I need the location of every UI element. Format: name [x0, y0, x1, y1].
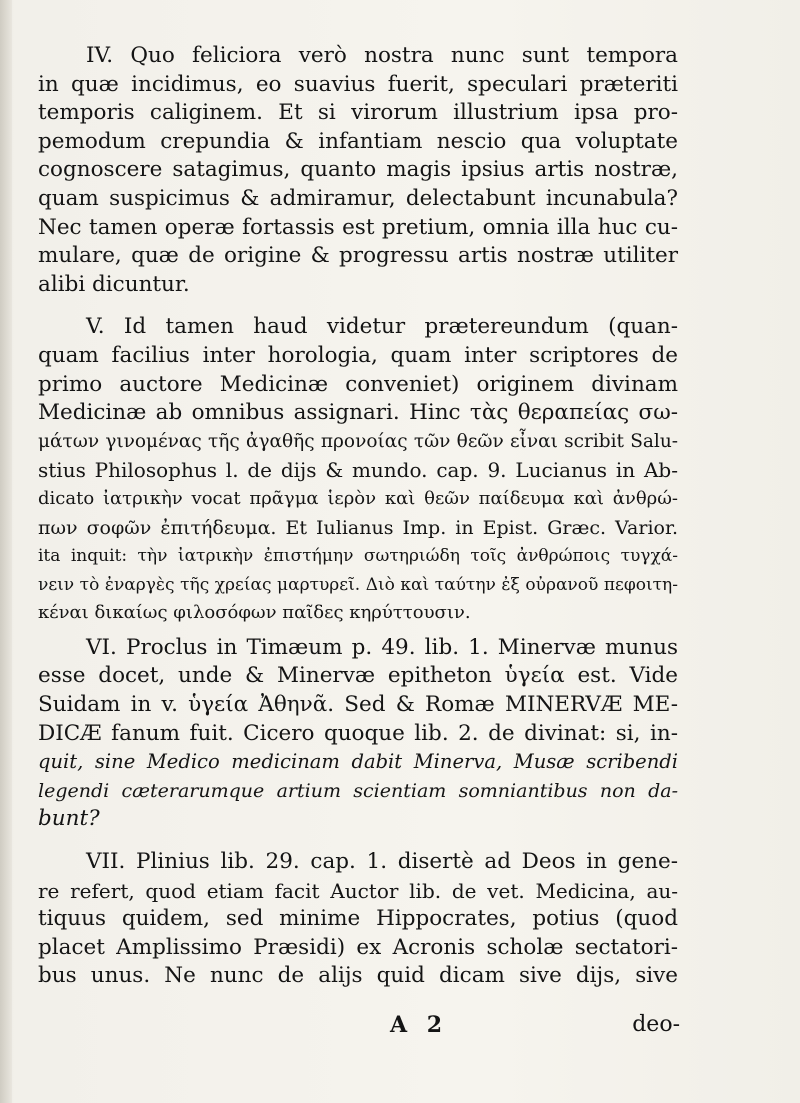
text-line: κέναι δικαίως φιλοσόφων παῖδες κηρύττουσιν.	[38, 602, 471, 624]
text-line: VII. Plinius lib. 29. cap. 1. disertè ad Deos in gene-	[86, 849, 678, 875]
paragraph-iv	[38, 42, 678, 299]
text-line: re refert, quod etiam facit Auctor lib. de vet. Medicina, au-	[38, 878, 678, 903]
paragraph-vi	[38, 634, 678, 834]
page-gutter-shadow	[0, 0, 12, 1103]
text-line: legendi cæterarumque artium scientiam somniantibus non da-	[38, 779, 678, 802]
text-line: placet Amplissimo Præsidi) ex Acronis scholæ sectatori-	[38, 934, 678, 960]
text-line: dicato ἰατρικὴν vocat πρᾶγμα ἱερὸν καὶ θεῶν παίδευμα καὶ ἀνθρώ-	[38, 487, 678, 509]
text-line: pemodum crepundia & infantiam nescio qua voluptate	[38, 128, 678, 154]
text-line: alibi dicuntur.	[38, 271, 190, 297]
text-line: in quæ incidimus, eo suavius fuerit, speculari præteriti	[38, 71, 678, 97]
text-line: VI. Proclus in Timæum p. 49. lib. 1. Minervæ munus	[86, 634, 678, 660]
text-line: tiquus quidem, sed minime Hippocrates, potius (quod	[38, 906, 678, 932]
page-footer	[390, 1010, 680, 1040]
text-line: Nec tamen operæ fortassis est pretium, omnia illa huc cu-	[38, 214, 678, 240]
text-line: temporis caliginem. Et si virorum illustrium ipsa pro-	[38, 100, 678, 126]
text-line: νειν τὸ ἐναργὲς τῆς χρείας μαρτυρεῖ. Διὸ καὶ ταύτην ἐξ οὐρανοῦ πεφοιτη-	[38, 574, 678, 595]
text-line: πων σοφῶν ἐπιτήδευμα. Et Iulianus Imp. in Epist. Græc. Varior.	[38, 516, 678, 539]
text-line: quit, sine Medico medicinam dabit Minerva, Musæ scribendi	[38, 750, 678, 774]
text-line: V. Id tamen haud videtur prætereundum (quan-	[86, 314, 678, 340]
text-line: mulare, quæ de origine & progressu artis nostræ utiliter	[38, 243, 678, 269]
text-line: μάτων γινομένας τῆς ἀγαθῆς προνοίας τῶν θεῶν εἶναι scribit Salu-	[38, 430, 678, 452]
paragraph-vii	[38, 848, 678, 991]
text-line: quam facilius inter horologia, quam inter scriptores de	[38, 342, 678, 368]
text-line: bunt?	[38, 806, 100, 832]
paragraph-v	[38, 313, 678, 628]
text-line: Medicinæ ab omnibus assignari. Hinc τὰς θεραπείας σω-	[38, 400, 678, 426]
text-line: primo auctore Medicinæ conveniet) originem divinam	[38, 371, 678, 397]
text-line: quam suspicimus & admiramur, delectabunt incunabula?	[38, 185, 678, 211]
text-line: ita inquit: τὴν ἰατρικὴν ἐπιστήμην σωτηριώδη τοῖς ἀνθρώποις τυγχά-	[38, 546, 678, 567]
text-block	[38, 42, 678, 991]
text-line: Suidam in v. ὑγεία Ἀθηνᾶ. Sed & Romæ MINERVÆ ME-	[38, 692, 678, 718]
text-line: stius Philosophus l. de dijs & mundo. cap. 9. Lucianus in Ab-	[38, 458, 678, 483]
text-line: bus unus. Ne nunc de alijs quid dicam sive dijs, sive	[38, 963, 678, 989]
catchword: deo-	[632, 1012, 680, 1037]
text-line: esse docet, unde & Minervæ epitheton ὑγεία est. Vide	[38, 663, 678, 689]
text-line: cognoscere satagimus, quanto magis ipsius artis nostræ,	[38, 157, 678, 183]
signature-mark: A 2	[390, 1012, 449, 1038]
text-line: IV. Quo feliciora verò nostra nunc sunt tempora	[86, 43, 678, 68]
text-line: DICÆ fanum fuit. Cicero quoque lib. 2. de divinat: si, in-	[38, 720, 678, 746]
